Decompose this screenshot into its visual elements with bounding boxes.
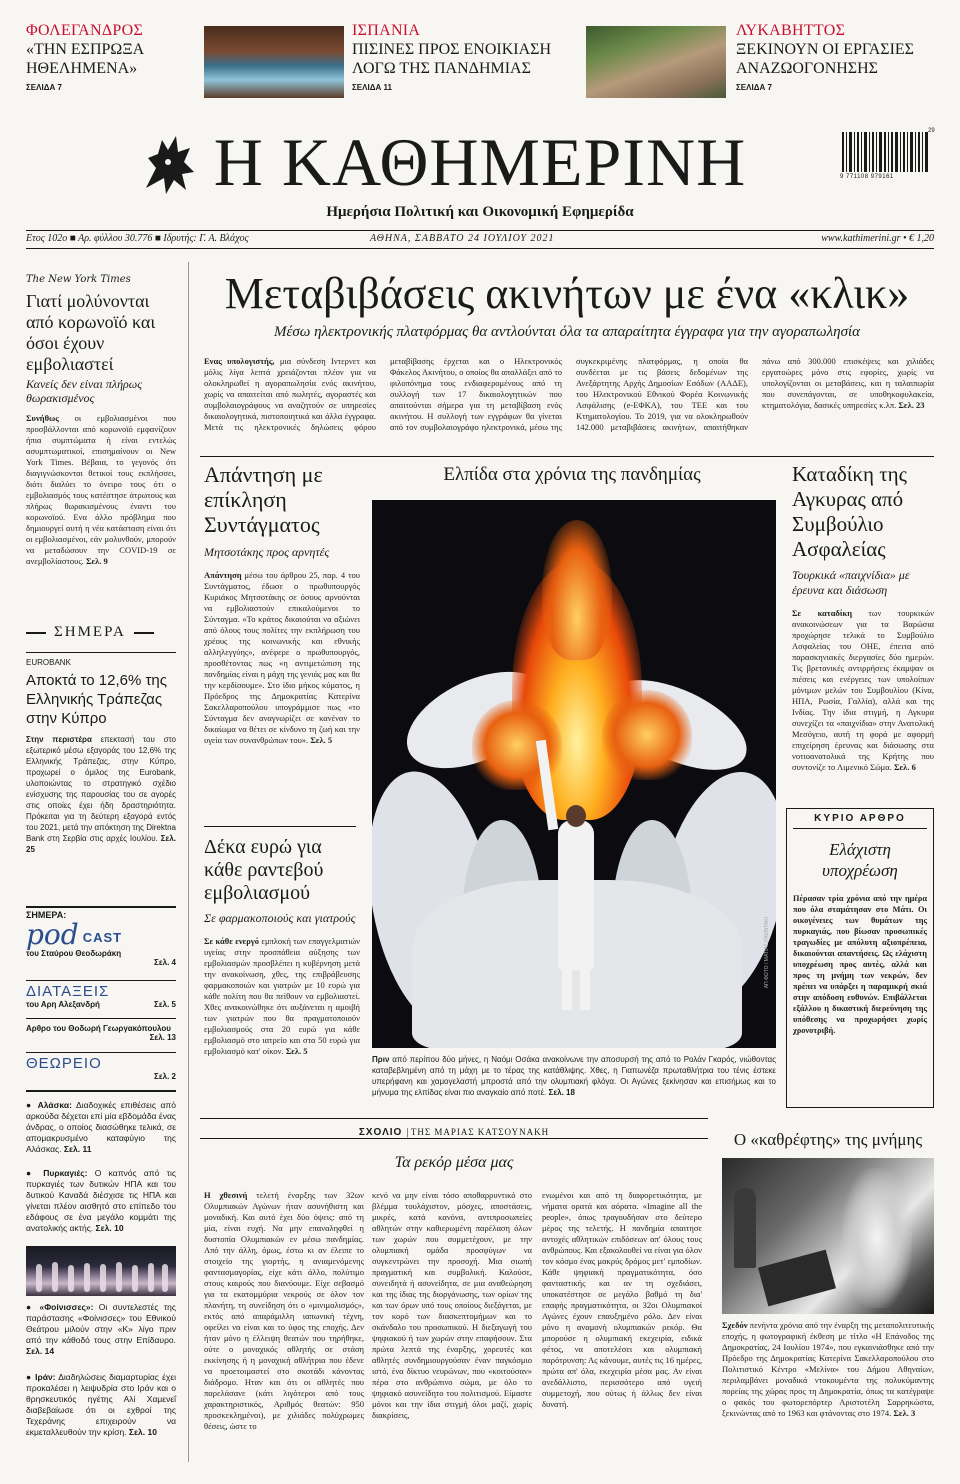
today-label: ΣΗΜΕΡΑ — [54, 624, 126, 640]
main-story-header[interactable] — [200, 268, 934, 341]
editorial-box[interactable] — [786, 808, 934, 1108]
ten-euros-body: Σε κάθε ενεργό εμπλοκή των επαγγελματιών υγείας στην προσπάθεια αύξησης των εμβολιασμών προσβλέπει η κυβέρνηση μετά την ανακοίνωση, χθες, της επιβράβευσης φαρμακοποιών και γιατρών με 10 ευρώ για κάθε πολίτη που θα πείθουν να εμβολιαστεί. Χθες ανακοινώθηκε ότι αυξάνεται η αμοιβή των γιατρών που θα πραγματοποιούν εμβολιασμούς στα 20 ευρώ για κάθε εμβολιασμό στο ιατρείο και στα 50 ευρώ για εμβολιασμό κατ' οίκον. Σελ. 5 — [204, 936, 360, 1056]
editorial-headline: Ελάχιστη υποχρέωση — [822, 840, 898, 880]
teaser-pool-image — [204, 26, 344, 98]
arthro-page: Σελ. 13 — [149, 1033, 176, 1042]
comment-col-2: κενό να μην είναι τόσο αποθαρρυντικό στο βλέμμα τουλάχιστον, μόσχες, αποστάσεις, μικρές, κατά κανόνα, αντιπροσωπείες αθλητών στην καθιερωμένη παρέλαση όλων των χωρών που συμμετέχουν, με την ολυμπιακή ομάδα προσφύγων να συγκεντρώνει την προσοχή. Μια σιωπή πραγματική και συμβολική. Καλούσε, συνειδητά ή ασυνείδητα, σε μια αναθεώρηση και της ίδιας της διοργάνωσης, των ορίων της και των όρων υπό τους οποίους διεξάγεται, με τον κορό των διασκεπτομήμων και το σκάνδαλο του προσωπικού. Η διεξαγωγή του ψηφιακού ή των χωρών στην επαφήσουν. Στα πρώτα λεπτά της έναρξης, χορευτές και αθλητές συνδημιουργούσαν έναν παγκόσμιο ιστό, ένα δίκτυο νευρώνων, που «κοιτούσαν» πέρα στο ανθρώπινο σώμα, με όλο το ψηφιακό ασυνείδητο του πολιτισμού. Είμαστε μόνοι και την ίδια στιγμή όλοι μαζί, χωρίς διακρίσεις, — [372, 1190, 532, 1420]
today-section-header — [26, 624, 176, 641]
syntagma-headline: Απάντηση με επίκληση Συντάγματος — [204, 462, 323, 537]
nyt-deck: Κανείς δεν είναι πλήρως θωρακισμένος — [26, 377, 143, 405]
mirror-photo — [722, 1158, 934, 1314]
brief-fires[interactable]: ● Πυρκαγιές: Ο καπνός από τις πυρκαγιές των δυτικών ΗΠΑ και του δυτικού Καναδά διέσχισε τις ΗΠΑ και γίνεται πλέον αισθητό στο επίπεδο του εδάφους σε ένα μεγάλο κομμάτι της ανατολικής ακτής. Σελ. 10 — [26, 1168, 176, 1233]
syntagma-body: Απάντηση μέσω του άρθρου 25, παρ. 4 του Συντάγματος, έδωσε ο πρωθυπουργός Κυριάκος Μητσοτάκης σε όσους αρνούνται να εμβολιαστούν επικαλούμενοι το Σύνταγμα. «Το κράτος δικαιούται να αξιώνει από όλους τους πολίτες την εκπλήρωση του χρέους της κοινωνικής και εθνικής αλληλεγγύης», ανέφερε ο πρωθυπουργός, προσθέτοντας πως «η αντιμετώπιση της πανδημίας είναι η μάχη της γενιάς μας και θα την κερδίσουμε». Στο ίδιο μήκος κύματος, η Πρόεδρος της Δημοκρατίας Κατερίνα Σακελλαροπούλου υπογράμμισε πως «το Σύνταγμα δεν αναγνωρίζει σε κανέναν το δικαίωμα να θέτει σε κίνδυνο τη ζωή και την υγεία των συνανθρώπων του». Σελ. 5 — [204, 570, 360, 745]
teaser-page: ΣΕΛΙΔΑ 7 — [26, 83, 62, 92]
mirror-headline: Ο «καθρέφτης» της μνήμης — [733, 1130, 923, 1149]
editorial-body: Πέρασαν τρία χρόνια από την ημέρα που όλα σταμάτησαν στο Μάτι. Οι οικογένειες των θυμάτων της πυρκαγιάς, που βίωσαν προσωπικές τραγωδίες με απόλυτη αξιοπρέπεια, δικαιούνται απαντήσεις. Ως ελάχιστη υποχρέωση προς αυτές, αλλά και προς τη μνήμη των νεκρών, δεν πρέπει να υπάρξει η παραμικρή σκιά στην απόδοση ευθυνών. Επιβάλλεται εξάλλου η δικαστική διερεύνηση της υπόθεσης να προχωρήσει χωρίς χρονοτριβή. — [793, 894, 927, 1035]
mirror-caption: Σχεδόν πενήντα χρόνια από την έναρξη της μεταπολιτευτικής εποχής, η φωτογραφική έκθεση με τίτλο «Η Επάνοδος της Δημοκρατίας, 24 Ιουλίου 1974», που εγκαινιάσθηκε από την Πρόεδρο της Δημοκρατίας Κατερίνα Σακελλαροπούλου στο Πολιτιστικό Κέντρο «Μελίνα» του Δήμου Αθηναίων, περιλαμβάνει μοναδικά ντοκουμέντα της πολυκύμαντης πορείας της χώρας προς τη Δημοκρατία, όπως τα κατέγραψε ο φακός του φωτορεπόρτερ Αριστοτέλη Σαρρηκώστα, ξεκινώντας από το 1963 και φτάνοντας στο 1974. Σελ. 3 — [722, 1320, 934, 1418]
teaser-headline: ΛΟΓΩ ΤΗΣ ΠΑΝΔΗΜΙΑΣ — [352, 60, 531, 77]
ten-euros-story[interactable] — [204, 836, 360, 1057]
photo-caption: Πριν από περίπου δύο μήνες, η Ναόμι Οσάκα ανακοίνωνε την αποσυρσή της από το Ρολάν Γκαρός, νιώθοντας καταβεβλημένη από τη μάχη με το τέρας της κατάθλιψης. Χθες, η Γιαπωνέζα πρωταθλήτρια του τένις έστεκε υπερήφανη και χαμογελαστή μπροστά από την ολυμπιακή φλόγα. Οι Αγώνες ξεκίνησαν και επισήμως και το μήνυμα της ελπίδας είναι πιο αναγκαίο από ποτέ. Σελ. 18 — [372, 1055, 776, 1097]
teaser-headline: ΑΝΑΖΩΟΓΟΝΗΣΗΣ — [736, 60, 878, 77]
diatakseis-author: του Αρη Αλεξανδρή — [26, 1000, 100, 1009]
olympic-flame-photo — [372, 500, 776, 1048]
podcast-promo[interactable] — [26, 910, 176, 967]
theoreio-promo[interactable] — [26, 1055, 176, 1081]
nyt-logo: The New York Times — [26, 274, 131, 285]
diatakseis-promo[interactable] — [26, 983, 176, 1009]
main-deck: Μέσω ηλεκτρονικής πλατφόρμας θα αντλούνται όλα τα απαραίτητα έγγραφα για την αγοραπωλησία — [273, 324, 861, 340]
issue-code: 29 — [928, 128, 935, 134]
teaser-lycabettus-image — [586, 26, 726, 98]
arthro-promo[interactable] — [26, 1024, 176, 1042]
teaser-kicker: ΛΥΚΑΒΗΤΤΟΣ — [736, 22, 846, 39]
comment-headline: Τα ρεκόρ μέσα μας — [394, 1154, 514, 1171]
ankara-body: Σε καταδίκη των τουρκικών ανακοινώσεων για τα Βαρώσια προχώρησε τελικά το Συμβούλιο Ασφαλείας του ΟΗΕ, έπειτα από παρασκηνιακές διεργασίες δύο ημερών. Τις βρετανικές αντιρρήσεις έκαμψαν οι πιέσεις και ενέργειες των υπολοίπων μόνιμων μελών του Συμβουλίου (Κίνα, ΗΠΑ, Ρωσία, Γαλλία), αλλά και της Ινδίας. Την ίδια στιγμή, η Αγκυρα συνεχίζει τα «παιχνίδια» στην Ανατολική Μεσόγειο, αυτή τη φορά με αφορμή επιχείρηση έρευνας και διάσωσης στα νοτιοανατολικά της Κρήτης που συντονίζε το Λιμενικό Σώμα. Σελ. 6 — [792, 608, 934, 772]
comment-col-1: Η χθεσινή τελετή έναρξης των 32ων Ολυμπιακών Αγώνων ήταν ασυνήθιστη και μοναδική. Και αυτό έχει δύο όψεις: από τη μία, είναι ευχή. Να μην επαναληφθεί η δυστοπία Ολυμπιακών εν μέσω πανδημίας. Από την άλλη, όμως, έστω κι αν έλειπε το στοιχείο της γιορτής, η ανιαμενόμενης φαντασμαγορίας, είχε κάτι άλλο, πολύτιμο στους καιρούς που διανύουμε. Είχε σεβασμό για τα εκατομμύρια νεκρούς σε όλον τον πλανήτη, τη συνείδηση ότι ο «μινιμαλισμός», εκτός από απαράμιλλη ιαπωνική τέχνη, οφείλει να είναι και το ύφος της εποχής. Δεν ήταν μόνο η έλλειψη θεατών που τηρήθηκε, ούτε ο μοναχικός αθλητής σε στάση εκκίνησης ή η μοναχική αθλήτρια που έδενε να προετοιμαστεί στο σκοτάδι κάνοντας διάδρομο. Ηταν και ότι οι αθλητές που παρελάσανε (κάτι λιγότεροι από τους χαρακτηριστικός, Αριθμός θεατών: 950 προσκεκλημένοι), με χιλιάδες πολύχρωμες θέσεις, ώστε το — [204, 1190, 364, 1431]
nyt-story[interactable] — [26, 274, 176, 567]
eurobank-headline: Αποκτά το 12,6% της Ελληνικής Τράπεζας στην Κύπρο — [26, 672, 167, 727]
podcast-label: ΣΗΜΕΡΑ: — [26, 910, 67, 920]
eurobank-body: Στην περιστέρα επεκτασή του στο εξωτερικό μέσω εξαγοράς του 12,6% της Ελληνικής Τράπεζας, στην Κύπρο, προχωρεί ο όμιλος της Eurobank, υλοποιώντας το στρατηγικό σχέδιο ενίσχυσης της παρουσίας του σε αγορές στις οποίες έχει ήδη δραστηριότητα. Πρόκειται για τη δεύτερη εξαγορά εντός του 2021, μετά την απόκτηση της Direktna Bank στη Σερβία στις αρχές Ιουλίου. Σελ. 25 — [26, 735, 177, 854]
brief-alaska[interactable]: ● Αλάσκα: Διαδοχικές επιθέσεις από αρκούδα δέχεται επί μία εβδομάδα ένας άνδρας, ο οποίος διασώθηκε τελικά, σε απομακρυσμένο καταφύγιο της Αλάσκας. Σελ. 11 — [26, 1100, 176, 1154]
barcode-number: 9 771108 979161 — [840, 174, 894, 180]
eurobank-story[interactable] — [26, 658, 176, 855]
podcast-page: Σελ. 4 — [154, 958, 176, 967]
main-headline: Μεταβιβάσεις ακινήτων με ένα «κλικ» — [224, 269, 910, 318]
teaser-headline: ΠΙΣΙΝΕΣ ΠΡΟΣ ΕΝΟΙΚΙΑΣΗ — [352, 41, 551, 58]
phoenissae-image — [26, 1246, 176, 1296]
podcast-word-cast: CAST — [82, 930, 123, 945]
teaser-page: ΣΕΛΙΔΑ 7 — [736, 83, 772, 92]
teaser-folegandros[interactable] — [26, 22, 186, 92]
comment-label: ΣΧΟΛΙΟ — [358, 1127, 403, 1138]
masthead-subtitle: Ημερήσια Πολιτική και Οικονομική Εφημερίδα — [326, 204, 634, 220]
teaser-kicker: ΙΣΠΑΝΙΑ — [352, 22, 421, 39]
diatakseis-page: Σελ. 5 — [154, 1000, 176, 1009]
theoreio-title: ΘΕΩΡΕΙΟ — [26, 1055, 102, 1072]
nyt-headline: Γιατί μολύνονται από κορωνοϊό και όσοι έχουν εμβολιαστεί — [26, 291, 156, 374]
teaser-lycabettus[interactable] — [736, 22, 936, 92]
podcast-host: του Σταύρου Θεοδωράκη — [26, 949, 122, 958]
photo-credit: ΑΠ ΦΩΤΟ / ΜΑΤΙΑΣ ΡΑΜΝΤΑΚΙ — [764, 916, 770, 988]
teaser-headline: ΞΕΚΙΝΟΥΝ ΟΙ ΕΡΓΑΣΙΕΣ — [736, 41, 914, 58]
editorial-label: ΚΥΡΙΟ ΑΡΘΡΟ — [793, 809, 927, 829]
eurobank-kicker: EUROBANK — [26, 658, 71, 667]
syntagma-story[interactable] — [204, 462, 360, 746]
photo-headline: Ελπίδα στα χρόνια της πανδημίας — [443, 464, 701, 485]
issue-date: ΑΘΗΝΑ, ΣΑΒΒΑΤΟ 24 ΙΟΥΛΙΟΥ 2021 — [370, 233, 555, 244]
issue-info: Ετος 102ο ■ Αρ. φύλλου 30.776 ■ Ιδρυτής: Γ. Α. Βλάχος — [26, 233, 249, 244]
masthead-title: Η ΚΑΘΗΜΕΡΙΝΗ — [213, 124, 747, 200]
teaser-spain[interactable] — [352, 22, 552, 92]
comment-header: ΣΧΟΛΙΟ | ΤΗΣ ΜΑΡΙΑΣ ΚΑΤΣΟΥΝΑΚΗ — [358, 1127, 550, 1138]
barcode — [840, 128, 935, 182]
ankara-deck: Τουρκικά «παιχνίδια» με έρευνα και διάσωση — [792, 568, 910, 597]
teaser-page: ΣΕΛΙΔΑ 11 — [352, 83, 392, 92]
comment-author: ΤΗΣ ΜΑΡΙΑΣ ΚΑΤΣΟΥΝΑΚΗ — [410, 1127, 550, 1137]
diatakseis-title: ΔΙΑΤΑΞΕΙΣ — [26, 983, 110, 1000]
ankara-headline: Καταδίκη της Αγκυρας από Συμβούλιο Ασφαλείας — [792, 462, 907, 561]
nyt-body: Συνήθως οι εμβολιασμένοι που προσβάλλονται από κορωνοϊό εμφανίζουν ήπια συμπτώματα ή είναι εντελώς ασυμπτωματικοί, επισημαίνουν οι New York Times. Βέβαια, το γεγονός ότι διαγιγνώσκονται θετικοί τους εκπλήσσει, διότι διαλύει το όνειρο τους ότι ο εμβολιασμός τους κατέστησε άτρωτους και πλήρως θωρακισμένους έναντι του κορωνοϊού. Ενα άλλο πρόβλημα που δημιουργεί αυτή η νέα κατάσταση είναι ότι οι εμβολιασμένοι, εάν μολυνθούν, μπορούν να μεταδώσουν την COVID-19 σε ανεμβολίαστους. Σελ. 9 — [26, 413, 176, 566]
brief-iran[interactable]: ● Ιράν: Διαδηλώσεις διαμαρτυρίας έχει προκαλέσει η λειψυδρία στο Ιράν και ο θρησκευτικός ηγέτης Αλί Χαμενεΐ διαβεβαίωσε ότι οι εχθροί της Τεχεράνης επιχειρούν να εκμεταλλευθούν την κρίση. Σελ. 10 — [26, 1372, 176, 1437]
arthro-title: Αρθρο του Θοδωρή Γεωργακόπουλου — [26, 1024, 171, 1033]
ten-euros-headline: Δέκα ευρώ για κάθε ραντεβού εμβολιασμού — [204, 836, 324, 904]
website-price[interactable]: www.kathimerini.gr • € 1,20 — [821, 233, 934, 244]
podcast-word-pod: pod — [26, 918, 79, 951]
comment-col-3: ενωμένοι και από τη διαφορετικότητα, με νήματα ορατά και αόρατα. «Imagine all the people», όπως τραγουδήσαν στο δεύτερο μέρος της τελετής. Η πανδημία απαιτησε αντοχές αθλητικών επιδόσεων απ' όλους τους ανθρώπους. Και εξακολουθεί να είναι για όλον τον κόσμο ένας μακρύς δρόμος μετ' εμποδίων. Κάθε ψηφιακή πραγματικότητα, όσο φανταστικής και αν τη σχεδιάσει, υποκατέστησε σε μεγάλο βαθμό τη δια' επαφής πραγματικότητα, οι 32οι Ολυμπιακοί Αγώνες έχουν επαυξημένο ρόλο. Δεν είναι μόνο η αναμονή ολυμπιακών ρεκόρ. Θα μπορούσε η ολυμπιακή εκεχειρία, ειδικά φέτος, να αποτελέσει και ολυμπιακή παρότρυνση: Ας κάνουμε, αυτές τις 16 ημέρες, πρώτα απ' όλα, εκεχειρία μέσα μας. Αν είναι ανεδάλλιστο, περισσότερο από υγειή συμμετοχή, που ούτως ή άλλως δεν είναι δυνατή. — [542, 1190, 702, 1409]
ankara-story[interactable] — [792, 462, 934, 773]
teaser-kicker: ΦΟΛΕΓΑΝΔΡΟΣ — [26, 22, 144, 39]
teaser-headline: «ΤΗΝ ΕΣΠΡΩΞΑ — [26, 41, 145, 58]
main-story-body: Ενας υπολογιστής, μια σύνδεση Ιντερνετ και μόλις λίγα λεπτά χρειάζονται πλέον για να ολοκληρωθεί η αγοραπωλησία ενός ακινήτου, χωρίς να απαιτείται από πωλητές, αγοραστές και συμβολαιογράφους να αναζητούν σε υπηρεσίες δικαιολογητικά, πιστοποιητικά και άλλα έγγραφα. Μετά τις ηλεκτρονικές δηλώσεις φόρου μεταβίβασης έρχεται και ο Ηλεκτρονικός Φάκελος Ακινήτου, ο οποίος θα απαλλάξει από το φιλοπόνημα τους ενδιαφερομένους από τη συλλογή των 17 δικαιολογητικών που απαιτούνται σήμερα για τη μεταβίβαση ενός ακινήτου. Η συλλογή των εγγράφων θα γίνεται από τον συμβολαιογράφο ηλεκτρονικά, μέσω της συγκεκριμένης πλατφόρμας, η οποία θα συνδέεται με τις βάσεις δεδομένων της Ανεξάρτητης Αρχής Δημοσίων Εσόδων (ΑΑΔΕ), του Ηλεκτρονικού Εθνικού Φορέα Κοινωνικής Ασφάλισης (e-ΕΦΚΑ), του ΤΕΕ και του Κτηματολογίου. Το 2019, για να ολοκληρωθούν 142.000 μεταβιβάσεις ακινήτων, απαιτήθηκαν πάνω από 300.000 επισκέψεις και χιλιάδες εργατοώρες μόνο στις εφορίες, χωρίς να υπολογίζονται οι μεταβάσεις, και η ταλαιπωρία που συνεπάγονται, σε υποθηκοφυλακεία, κτηματολόγια, δασικές υπηρεσίες κ.λπ. Σελ. 23 — [204, 356, 934, 432]
teaser-headline: ΗΘΕΛΗΜΕΝΑ» — [26, 60, 138, 77]
theoreio-page: Σελ. 2 — [154, 1072, 176, 1081]
syntagma-deck: Μητσοτάκης προς αρνητές — [204, 545, 330, 559]
ten-euros-deck: Σε φαρμακοποιούς και γιατρούς — [204, 911, 356, 925]
brief-phoenissae[interactable]: ● «Φοίνισσες»: Οι συντελεστές της παράστασης «Φοίνισσες» του Εθνικού Θεάτρου μιλούν στην «Κ» λίγο πριν από την κάθοδό τους στην Επίδαυρο. Σελ. 14 — [26, 1302, 176, 1356]
